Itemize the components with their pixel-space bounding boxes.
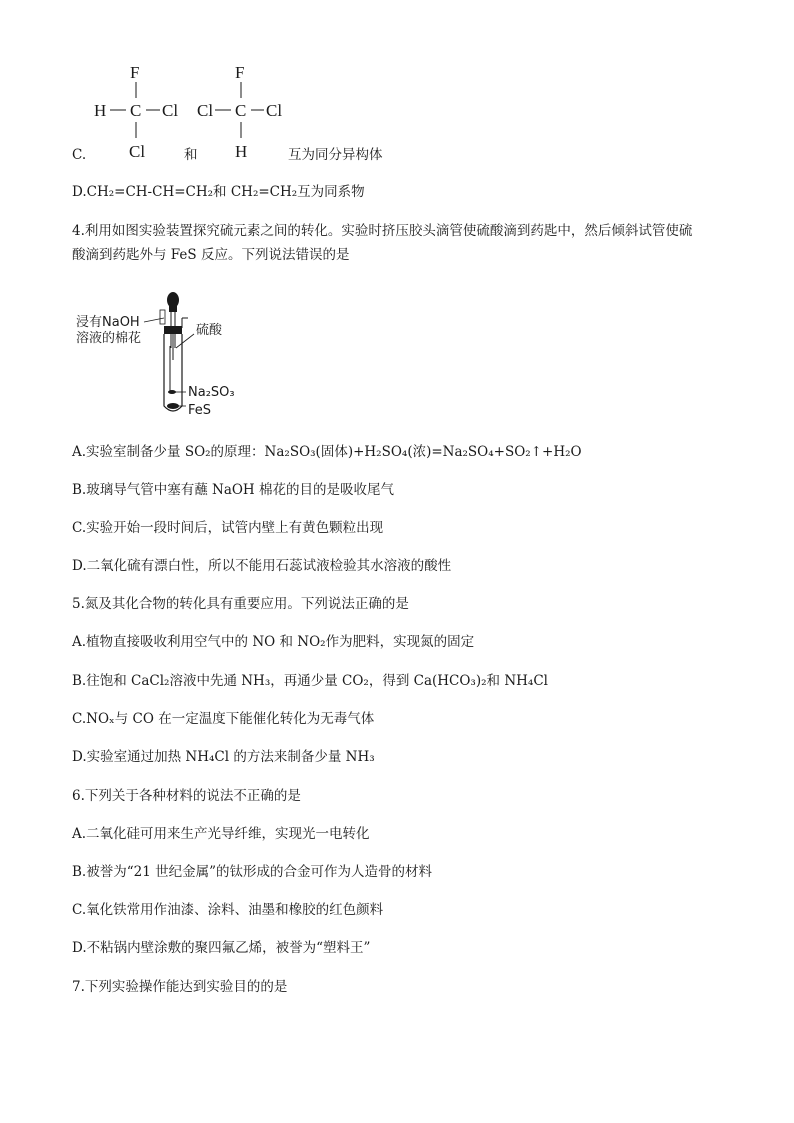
apparatus-figure — [72, 288, 272, 418]
mol2-center-c: C — [235, 101, 247, 120]
mol1-left-h: H — [94, 101, 107, 120]
q5-option-a: A.植物直接吸收利用空气中的 NO 和 NO₂作为肥料，实现氮的固定 — [72, 634, 475, 650]
option-c-letter: C. — [72, 147, 87, 163]
q7-stem: 7.下列实验操作能达到实验目的的是 — [72, 979, 288, 995]
q5-stem: 5.氮及其化合物的转化具有重要应用。下列说法正确的是 — [72, 596, 409, 612]
mol2-top-f: F — [235, 63, 245, 82]
option-d-prev: D.CH₂=CH-CH=CH₂和 CH₂=CH₂互为同系物 — [72, 184, 365, 200]
q5-option-d: D.实验室通过加热 NH₄Cl 的方法来制备少量 NH₃ — [72, 749, 375, 765]
q4-option-a: A.实验室制备少量 SO₂的原理：Na₂SO₃(固体)+H₂SO₄(浓)=Na₂SO₄+SO₂↑+H₂O — [72, 444, 582, 460]
mol1-center-c: C — [130, 101, 142, 120]
mol1-top-f: F — [130, 63, 140, 82]
q6-option-a: A.二氧化硅可用来生产光导纤维，实现光一电转化 — [72, 826, 370, 842]
mol2-left-cl: Cl — [197, 101, 214, 120]
q5-option-b: B.往饱和 CaCl₂溶液中先通 NH₃，再通少量 CO₂，得到 Ca(HCO₃)₂和 NH₄Cl — [72, 673, 548, 689]
structural-formulas — [80, 60, 380, 160]
label-cotton-line2: 溶液的棉花 — [76, 331, 142, 346]
q4-stem-line2: 酸滴到药匙外与 FeS 反应。下列说法错误的是 — [72, 247, 350, 263]
label-na2so3: Na₂SO₃ — [188, 385, 235, 400]
q6-stem: 6.下列关于各种材料的说法不正确的是 — [72, 788, 301, 804]
mol2-bottom-h: H — [235, 142, 248, 160]
label-sulfuric-acid: 硫酸 — [196, 323, 223, 338]
option-c-statement: 互为同分异构体 — [288, 147, 383, 163]
q4-option-d: D.二氧化硫有漂白性，所以不能用石蕊试液检验其水溶液的酸性 — [72, 558, 452, 574]
q4-stem-line1: 4.利用如图实验装置探究硫元素之间的转化。实验时挤压胶头滴管使硫酸滴到药匙中，然后倾斜试管使硫 — [72, 223, 693, 239]
label-fes: FeS — [188, 403, 212, 418]
mol1-right-cl: Cl — [162, 101, 179, 120]
q5-option-c: C.NOₓ与 CO 在一定温度下能催化转化为无毒气体 — [72, 711, 375, 727]
q4-option-b: B.玻璃导气管中塞有蘸 NaOH 棉花的目的是吸收尾气 — [72, 482, 394, 498]
q6-option-b: B.被誉为“21 世纪金属”的钛形成的合金可作为人造骨的材料 — [72, 864, 432, 880]
q4-option-c: C.实验开始一段时间后，试管内壁上有黄色颗粒出现 — [72, 520, 384, 536]
q6-option-c: C.氧化铁常用作油漆、涂料、油墨和橡胶的红色颜料 — [72, 902, 384, 918]
mol1-bottom-cl: Cl — [129, 142, 146, 160]
q6-option-d: D.不粘锅内壁涂敷的聚四氟乙烯，被誉为“塑料王” — [72, 940, 371, 956]
option-c-conj: 和 — [184, 147, 198, 163]
mol2-right-cl: Cl — [266, 101, 283, 120]
label-cotton-line1: 浸有NaOH — [76, 315, 140, 330]
